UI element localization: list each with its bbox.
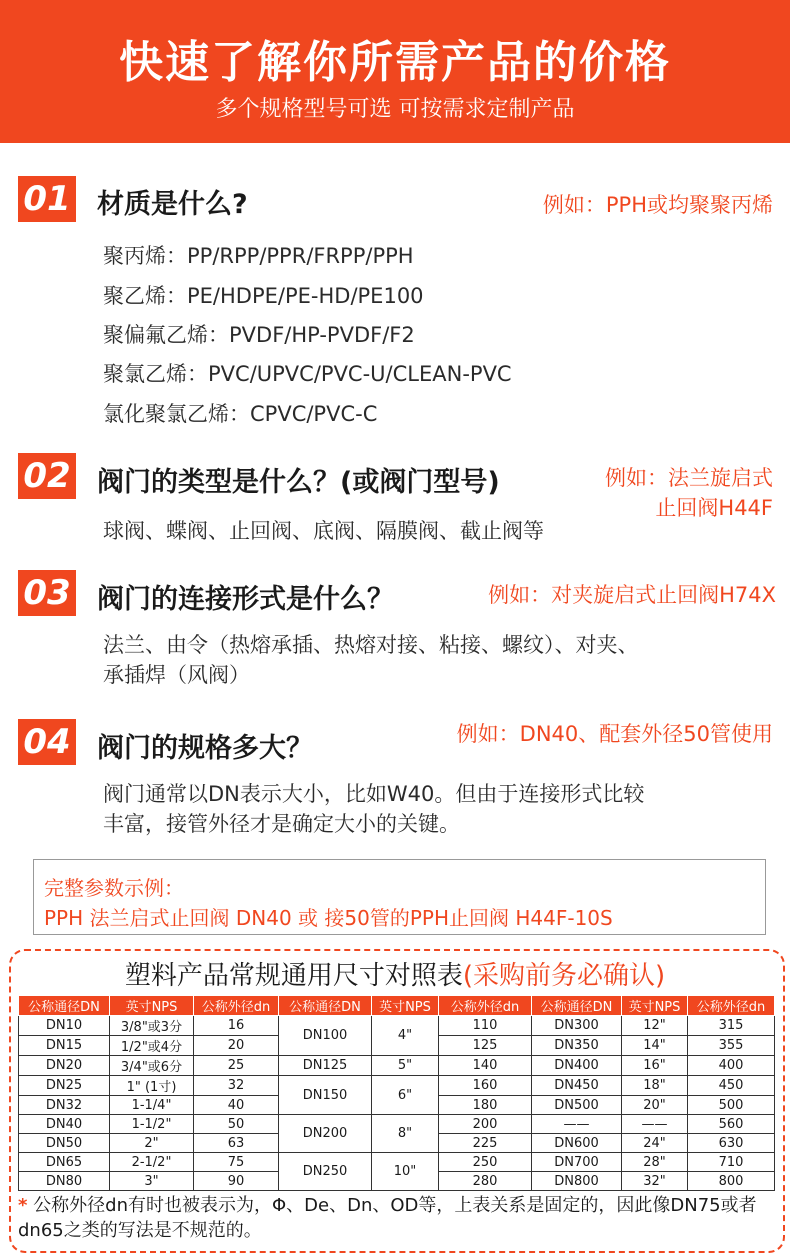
table-footnote xyxy=(18,1193,778,1243)
full-example-box xyxy=(33,859,766,935)
table-cell: 140 xyxy=(439,1056,532,1076)
table-cell: 2" xyxy=(110,1134,194,1153)
table-cell: DN65 xyxy=(19,1153,110,1172)
material-line: 氯化聚氯乙烯：CPVC/PVC-C xyxy=(103,402,378,426)
table-row xyxy=(19,1076,775,1096)
table-cell: 450 xyxy=(688,1076,775,1096)
size-description-line: 阀门通常以DN表示大小，比如W40。但由于连接形式比较 xyxy=(103,782,645,806)
table-cell: DN100 xyxy=(279,1016,372,1056)
table-cell: DN250 xyxy=(279,1153,372,1191)
table-cell: 250 xyxy=(439,1153,532,1172)
table-cell: 5" xyxy=(372,1056,439,1076)
section-number-03: 03 xyxy=(18,570,76,616)
table-row xyxy=(19,1115,775,1134)
table-cell: DN450 xyxy=(532,1076,622,1096)
section-example-02 xyxy=(605,463,773,523)
table-cell: 500 xyxy=(688,1096,775,1115)
column-header: 英寸NPS xyxy=(110,996,194,1016)
table-row xyxy=(19,1016,775,1036)
table-cell: DN400 xyxy=(532,1056,622,1076)
table-cell: 40 xyxy=(194,1096,279,1115)
section-example-02-line1: 例如：法兰旋启式 xyxy=(605,466,773,490)
column-header: 公称通径DN xyxy=(19,996,110,1016)
section-question-01: 材质是什么? xyxy=(97,189,248,220)
table-cell: 280 xyxy=(439,1172,532,1191)
column-header: 公称通径DN xyxy=(279,996,372,1016)
section-number-01: 01 xyxy=(18,176,76,222)
table-cell: DN600 xyxy=(532,1134,622,1153)
table-cell: 10" xyxy=(372,1153,439,1191)
size-table xyxy=(18,995,775,1191)
table-cell: 28" xyxy=(622,1153,688,1172)
material-line: 聚偏氟乙烯：PVDF/HP-PVDF/F2 xyxy=(103,323,415,347)
table-cell: 125 xyxy=(439,1036,532,1056)
table-cell: 1-1/2" xyxy=(110,1115,194,1134)
footnote-text: 公称外径dn有时也被表示为，Φ、De、Dn、OD等，上表关系是固定的，因此像DN75或者dn65之类的写法是不规范的。 xyxy=(18,1195,757,1241)
table-cell: DN125 xyxy=(279,1056,372,1076)
table-cell: 630 xyxy=(688,1134,775,1153)
section-number-02: 02 xyxy=(18,453,76,499)
table-cell: 4" xyxy=(372,1016,439,1056)
table-cell: 24" xyxy=(622,1134,688,1153)
material-line: 聚氯乙烯：PVC/UPVC/PVC-U/CLEAN-PVC xyxy=(103,362,512,386)
full-example-label: 完整参数示例： xyxy=(44,876,184,900)
table-cell: 12" xyxy=(622,1016,688,1036)
table-cell: 180 xyxy=(439,1096,532,1115)
table-cell: DN500 xyxy=(532,1096,622,1115)
table-cell: 560 xyxy=(688,1115,775,1134)
table-cell: 20 xyxy=(194,1036,279,1056)
material-line: 聚丙烯：PP/RPP/PPR/FRPP/PPH xyxy=(103,244,414,268)
valve-type-list: 球阀、蝶阀、止回阀、底阀、隔膜阀、截止阀等 xyxy=(103,519,544,543)
section-example-03: 例如：对夹旋启式止回阀H74X xyxy=(488,583,776,607)
table-cell: 1/2"或4分 xyxy=(110,1036,194,1056)
table-cell: DN350 xyxy=(532,1036,622,1056)
table-cell: 3/4"或6分 xyxy=(110,1056,194,1076)
page-title: 快速了解你所需产品的价格 xyxy=(119,37,671,88)
table-cell: 225 xyxy=(439,1134,532,1153)
table-cell: DN150 xyxy=(279,1076,372,1115)
header-banner xyxy=(0,0,790,143)
section-example-04: 例如：DN40、配套外径50管使用 xyxy=(456,722,773,746)
size-table-header-row xyxy=(19,996,775,1016)
table-cell: DN800 xyxy=(532,1172,622,1191)
column-header: 公称通径DN xyxy=(532,996,622,1016)
table-cell: DN200 xyxy=(279,1115,372,1153)
material-line: 聚乙烯：PE/HDPE/PE-HD/PE100 xyxy=(103,284,424,308)
table-cell: DN40 xyxy=(19,1115,110,1134)
column-header: 英寸NPS xyxy=(372,996,439,1016)
table-cell: 2-1/2" xyxy=(110,1153,194,1172)
table-cell: —— xyxy=(622,1115,688,1134)
table-cell: DN50 xyxy=(19,1134,110,1153)
table-cell: 1-1/4" xyxy=(110,1096,194,1115)
column-header: 英寸NPS xyxy=(622,996,688,1016)
table-cell: 90 xyxy=(194,1172,279,1191)
table-cell: DN300 xyxy=(532,1016,622,1036)
section-example-01: 例如：PPH或均聚聚丙烯 xyxy=(542,193,773,217)
table-cell: DN32 xyxy=(19,1096,110,1115)
page-subtitle: 多个规格型号可选 可按需求定制产品 xyxy=(215,97,575,122)
connection-line: 法兰、由令（热熔承插、热熔对接、粘接、螺纹）、对夹、 xyxy=(103,633,639,657)
table-cell: —— xyxy=(532,1115,622,1134)
table-cell: 32" xyxy=(622,1172,688,1191)
table-cell: 110 xyxy=(439,1016,532,1036)
section-question-04: 阀门的规格多大？ xyxy=(97,733,313,764)
section-example-02-line2: 止回阀H44F xyxy=(655,496,773,520)
full-example-text: PPH 法兰启式止回阀 DN40 或 接50管的PPH止回阀 H44F-10S xyxy=(44,906,613,930)
table-cell: 63 xyxy=(194,1134,279,1153)
table-cell: 8" xyxy=(372,1115,439,1153)
table-cell: 16" xyxy=(622,1056,688,1076)
table-cell: DN25 xyxy=(19,1076,110,1096)
section-question-02: 阀门的类型是什么？(或阀门型号) xyxy=(97,467,500,498)
connection-line: 承插焊（风阀） xyxy=(103,663,250,687)
section-number-04: 04 xyxy=(18,719,76,765)
table-cell: 18" xyxy=(622,1076,688,1096)
size-table-title-main: 塑料产品常规通用尺寸对照表 xyxy=(124,961,463,991)
size-description-line: 丰富，接管外径才是确定大小的关键。 xyxy=(103,812,460,836)
table-cell: 75 xyxy=(194,1153,279,1172)
table-cell: DN700 xyxy=(532,1153,622,1172)
table-row xyxy=(19,1153,775,1172)
size-table-title xyxy=(0,955,790,992)
table-cell: 800 xyxy=(688,1172,775,1191)
table-cell: 16 xyxy=(194,1016,279,1036)
table-cell: 3" xyxy=(110,1172,194,1191)
table-cell: 315 xyxy=(688,1016,775,1036)
column-header: 公称外径dn xyxy=(688,996,775,1016)
table-cell: 6" xyxy=(372,1076,439,1115)
table-cell: 32 xyxy=(194,1076,279,1096)
table-cell: 400 xyxy=(688,1056,775,1076)
table-cell: DN80 xyxy=(19,1172,110,1191)
table-cell: 1" (1寸) xyxy=(110,1076,194,1096)
table-cell: 14" xyxy=(622,1036,688,1056)
column-header: 公称外径dn xyxy=(439,996,532,1016)
table-cell: 3/8"或3分 xyxy=(110,1016,194,1036)
table-cell: 50 xyxy=(194,1115,279,1134)
table-cell: 160 xyxy=(439,1076,532,1096)
asterisk-icon: * xyxy=(18,1195,28,1216)
column-header: 公称外径dn xyxy=(194,996,279,1016)
table-cell: 200 xyxy=(439,1115,532,1134)
table-cell: DN10 xyxy=(19,1016,110,1036)
section-question-03: 阀门的连接形式是什么？ xyxy=(97,584,394,615)
table-cell: 710 xyxy=(688,1153,775,1172)
table-cell: DN15 xyxy=(19,1036,110,1056)
size-table-title-note: (采购前务必确认) xyxy=(462,961,666,991)
table-cell: DN20 xyxy=(19,1056,110,1076)
table-cell: 25 xyxy=(194,1056,279,1076)
table-row xyxy=(19,1056,775,1076)
table-cell: 355 xyxy=(688,1036,775,1056)
table-cell: 20" xyxy=(622,1096,688,1115)
